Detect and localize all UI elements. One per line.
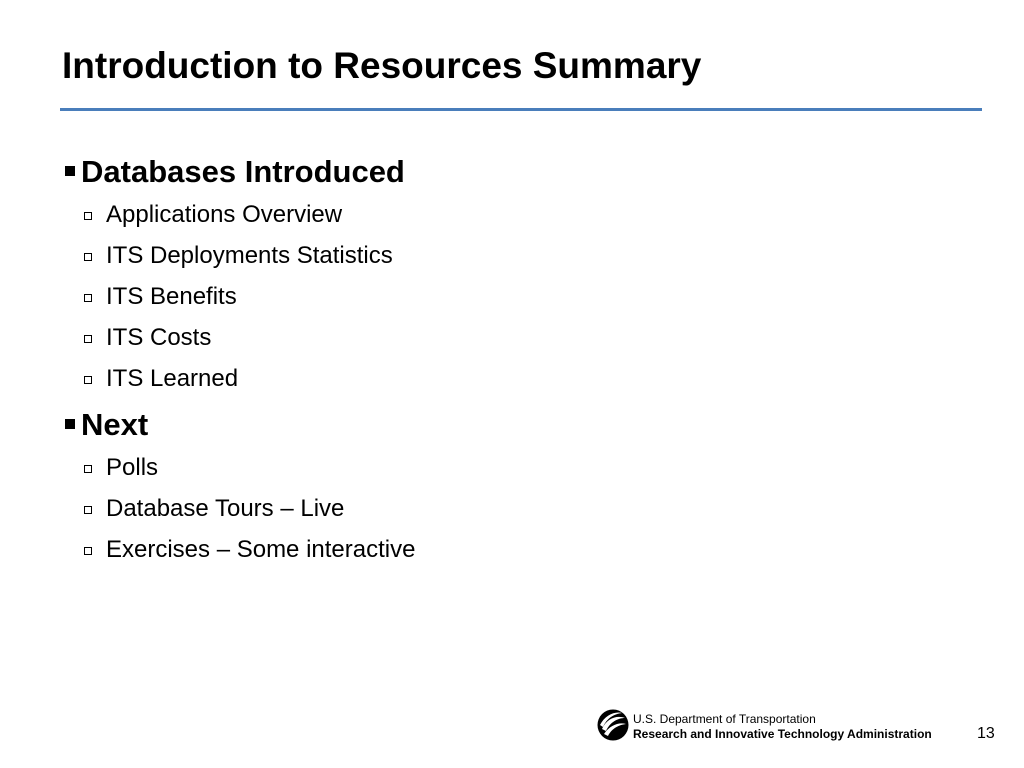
- bullet-heading-text: Next: [81, 407, 149, 442]
- slide-body: [62, 150, 962, 570]
- sub-bullet-text: ITS Benefits: [106, 283, 237, 310]
- sub-bullet-text: ITS Deployments Statistics: [106, 242, 393, 269]
- footer-agency: Research and Innovative Technology Administration: [633, 727, 932, 741]
- bullet-heading: [62, 403, 962, 447]
- sub-bullet-text: Database Tours – Live: [106, 495, 345, 522]
- page-number: 13: [977, 725, 995, 742]
- sub-bullet-list: [62, 447, 962, 570]
- hollow-square-bullet-icon: [84, 465, 92, 473]
- bullet-section-next: [62, 403, 962, 570]
- sub-bullet-item: [62, 276, 962, 317]
- hollow-square-bullet-icon: [84, 212, 92, 220]
- sub-bullet-item: [62, 529, 962, 570]
- sub-bullet-item: [62, 194, 962, 235]
- bullet-heading-text: Databases Introduced: [81, 154, 405, 189]
- hollow-square-bullet-icon: [84, 506, 92, 514]
- sub-bullet-item: [62, 317, 962, 358]
- bullet-section-databases: [62, 150, 962, 399]
- bullet-heading: [62, 150, 962, 194]
- hollow-square-bullet-icon: [84, 253, 92, 261]
- footer-text: [633, 712, 932, 742]
- sub-bullet-text: Polls: [106, 454, 159, 481]
- hollow-square-bullet-icon: [84, 376, 92, 384]
- title-divider: [60, 108, 982, 111]
- hollow-square-bullet-icon: [84, 335, 92, 343]
- hollow-square-bullet-icon: [84, 547, 92, 555]
- sub-bullet-text: Exercises – Some interactive: [106, 536, 416, 563]
- sub-bullet-list: [62, 194, 962, 399]
- sub-bullet-text: ITS Learned: [106, 365, 239, 392]
- sub-bullet-item: [62, 488, 962, 529]
- sub-bullet-text: ITS Costs: [106, 324, 212, 351]
- hollow-square-bullet-icon: [84, 294, 92, 302]
- square-bullet-icon: [65, 166, 75, 176]
- sub-bullet-item: [62, 447, 962, 488]
- slide-footer: [597, 708, 1007, 746]
- sub-bullet-item: [62, 235, 962, 276]
- dot-logo-icon: [597, 709, 629, 741]
- sub-bullet-text: Applications Overview: [106, 201, 343, 228]
- footer-department: U.S. Department of Transportation: [633, 712, 816, 726]
- sub-bullet-item: [62, 358, 962, 399]
- slide-title: Introduction to Resources Summary: [62, 45, 702, 86]
- square-bullet-icon: [65, 419, 75, 429]
